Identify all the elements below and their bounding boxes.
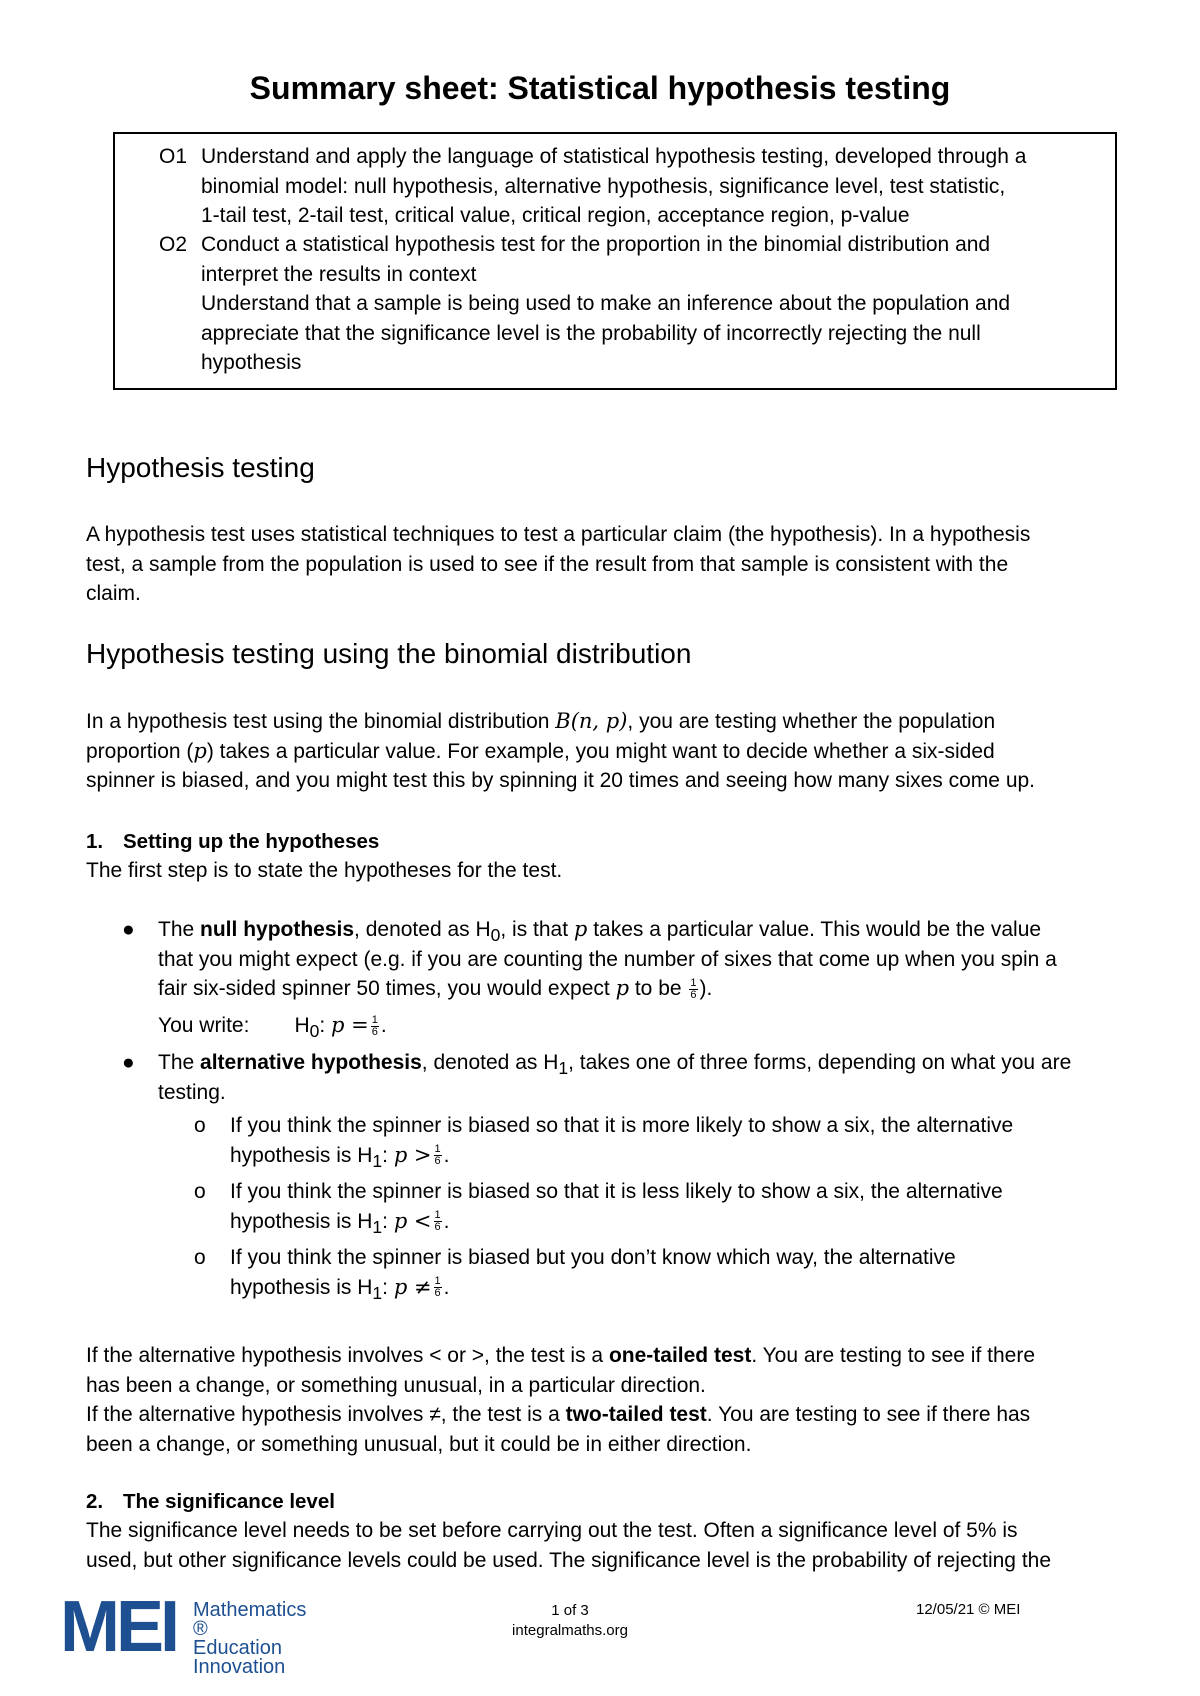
- mei-logo-words: [193, 1601, 306, 1677]
- bullet-line: that you might expect (e.g. if you are counting the number of sixes that come up when you spin a: [158, 947, 1057, 971]
- objective-line: interpret the results in context: [201, 262, 477, 286]
- paragraph-line: has been a change, or something unusual, in a particular direction.: [86, 1373, 706, 1397]
- objective-line: Understand that a sample is being used to make an inference about the population and: [201, 292, 1011, 315]
- sub-bullet-line: hypothesis is $H_1$: p ≠ $\frac{1}{6}$ .: [230, 1274, 450, 1303]
- circle-bullet-icon: o: [194, 1246, 206, 1269]
- page-title: Summary sheet: Statistical hypothesis testing: [249, 70, 951, 106]
- circle-bullet-icon: o: [194, 1114, 206, 1137]
- paragraph-line: [86, 737, 1126, 767]
- logo-text-line: Education: [193, 1637, 282, 1659]
- paragraph-line: The first step is to state the hypotheses for the test.: [86, 859, 563, 882]
- objective-line: Understand and apply the language of statistical hypothesis testing, developed through a: [201, 145, 1027, 168]
- objective-code: O1: [159, 145, 188, 168]
- paragraph-line: A hypothesis test uses statistical techniques to test a particular claim (the hypothesis). In a hypothesis: [86, 523, 1031, 546]
- logo-text-line: Mathematics ®: [193, 1599, 307, 1640]
- objective-line: hypothesis: [201, 351, 302, 374]
- step-heading: [86, 830, 379, 854]
- bullet-line: testing.: [158, 1080, 226, 1104]
- section-heading: Hypothesis testing using the binomial distribution: [86, 638, 692, 669]
- bullet-line: fair six-sided spinner 50 times, you would expect p to be $\frac{1}{6}$ ).: [158, 976, 713, 1001]
- paragraph-line: claim.: [86, 582, 141, 605]
- objective-line: binomial model: null hypothesis, alternative hypothesis, significance level, test statistic,: [201, 174, 1006, 198]
- text-run: , you are testing whether the population: [627, 710, 996, 733]
- sub-bullet-line: If you think the spinner is biased but you don’t know which way, the alternative: [230, 1246, 956, 1269]
- paragraph-line: The significance level needs to be set before carrying out the test. Often a significance level of 5% is: [86, 1519, 1018, 1542]
- paragraph-line: If the alternative hypothesis involves < or >, the test is a one-tailed test. You are testing to see if there: [86, 1344, 1036, 1367]
- bullet-line: The null hypothesis, denoted as $H_0$, is that p takes a particular value. This would be the value: [158, 917, 1042, 946]
- step-title: Setting up the hypotheses: [123, 830, 380, 853]
- section-heading: Hypothesis testing: [86, 452, 315, 483]
- paragraph-line: [86, 707, 1126, 737]
- circle-bullet-icon: o: [194, 1180, 206, 1203]
- bullet-icon: ●: [122, 918, 135, 941]
- text-run: ) takes a particular value. For example, you might want to decide whether a six-sided: [206, 739, 995, 763]
- paragraph-line: been a change, or something unusual, but it could be in either direction.: [86, 1432, 752, 1456]
- footer-date-copyright: 12/05/21 © MEI: [916, 1601, 1021, 1618]
- step-heading: [86, 1490, 335, 1514]
- objective-line: Conduct a statistical hypothesis test for the proportion in the binomial distribution and: [201, 233, 991, 256]
- footer-site: integralmaths.org: [512, 1622, 628, 1639]
- footer-center: [430, 1601, 710, 1641]
- logo-text-line: Innovation: [193, 1656, 286, 1678]
- sub-bullet-line: hypothesis is $H_1$: p < $\frac{1}{6}$ .: [230, 1208, 450, 1237]
- objectives-box: [113, 132, 1117, 390]
- paragraph-line: If the alternative hypothesis involves ≠, the test is a two-tailed test. You are testing to see if there has: [86, 1403, 1031, 1426]
- objective-line: appreciate that the significance level is the probability of incorrectly rejecting the null: [201, 321, 981, 345]
- step-title: The significance level: [123, 1490, 335, 1513]
- sub-bullet-line: If you think the spinner is biased so that it is less likely to show a six, the alternative: [230, 1180, 1003, 1203]
- step-number: 2.: [86, 1490, 104, 1513]
- fraction: $\frac{1}{6}$: [690, 976, 697, 1001]
- text-run: proportion (: [86, 739, 194, 763]
- page-number: 1 of 3: [551, 1602, 589, 1619]
- paragraph-line: test, a sample from the population is used to see if the result from that sample is consistent with the: [86, 552, 1009, 576]
- paragraph-line: spinner is biased, and you might test this by spinning it 20 times and seeing how many sixes come up.: [86, 769, 1036, 792]
- sub-bullet-line: If you think the spinner is biased so that it is more likely to show a six, the alternative: [230, 1114, 1014, 1137]
- bullet-icon: ●: [122, 1051, 135, 1074]
- paragraph-line: used, but other significance levels could be used. The significance level is the probability of rejecting the: [86, 1548, 1052, 1572]
- you-write-line: You write: $H_0$: p = $\frac{1}{6}$ .: [158, 1013, 387, 1042]
- mei-logo-mark: MEI: [60, 1587, 177, 1667]
- step-number: 1.: [86, 830, 104, 853]
- sub-bullet-line: hypothesis is $H_1$: p > $\frac{1}{6}$ .: [230, 1142, 450, 1171]
- objective-code: O2: [159, 233, 188, 256]
- objective-line: 1-tail test, 2-tail test, critical value, critical region, acceptance region, p-value: [201, 204, 910, 227]
- math-expression: p: [193, 738, 207, 763]
- fraction: $\frac{1}{6}$: [371, 1013, 378, 1038]
- math-expression: B(n, p): [555, 709, 628, 733]
- bullet-line: The alternative hypothesis, denoted as $H_1$, takes one of three forms, depending on what you are: [158, 1051, 1072, 1079]
- mei-logo: [60, 1587, 307, 1678]
- text-run: In a hypothesis test using the binomial distribution: [86, 710, 556, 733]
